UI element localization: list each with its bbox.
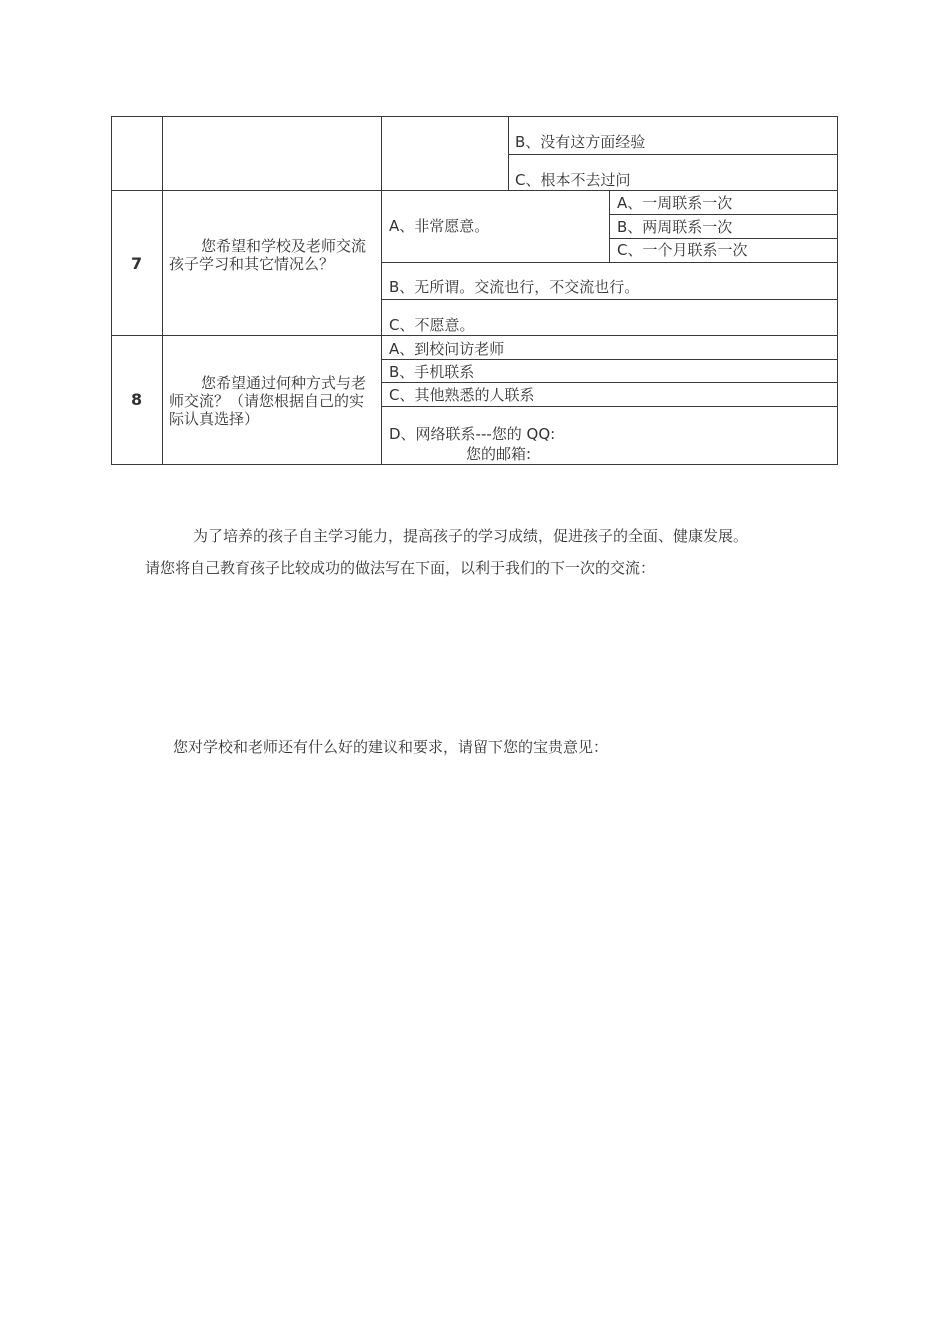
prev-option-b: B、没有这方面经验	[515, 133, 646, 151]
prev-number-cell	[111, 116, 163, 191]
prev-option-c: C、根本不去过问	[515, 171, 631, 189]
paragraph1-line1: 为了培养的孩子自主学习能力，提高孩子的学习成绩，促进孩子的全面、健康发展。	[193, 527, 749, 545]
q8-option-b: B、手机联系	[389, 363, 475, 381]
q8-number: 8	[131, 390, 143, 409]
q8-option-d-line1: D、网络联系---您的 QQ:	[389, 425, 556, 443]
q8-option-a: A、到校问访老师	[389, 340, 505, 358]
q8-question: 您希望通过何种方式与老师交流？（请您根据自己的实际认真选择）	[169, 374, 367, 428]
paragraph2: 您对学校和老师还有什么好的建议和要求，请留下您的宝贵意见：	[173, 738, 609, 756]
q7-option-a: A、非常愿意。	[389, 217, 490, 235]
q7-option-b: B、无所谓。交流也行，不交流也行。	[389, 278, 640, 296]
q7-option-c: C、不愿意。	[389, 316, 475, 334]
q7-sub-option-b: B、两周联系一次	[617, 218, 733, 236]
prev-question-cell	[162, 116, 382, 191]
q8-option-c: C、其他熟悉的人联系	[389, 386, 535, 404]
q7-sub-option-a: A、一周联系一次	[617, 194, 733, 212]
paragraph1-line2: 请您将自己教育孩子比较成功的做法写在下面，以利于我们的下一次的交流：	[145, 559, 656, 577]
q7-question: 您希望和学校及老师交流孩子学习和其它情况么？	[169, 237, 367, 273]
q7-number: 7	[131, 254, 143, 273]
q8-option-d-line2: 您的邮箱:	[466, 445, 532, 463]
prev-option-cell	[381, 116, 509, 191]
q7-sub-option-c: C、一个月联系一次	[617, 241, 748, 259]
